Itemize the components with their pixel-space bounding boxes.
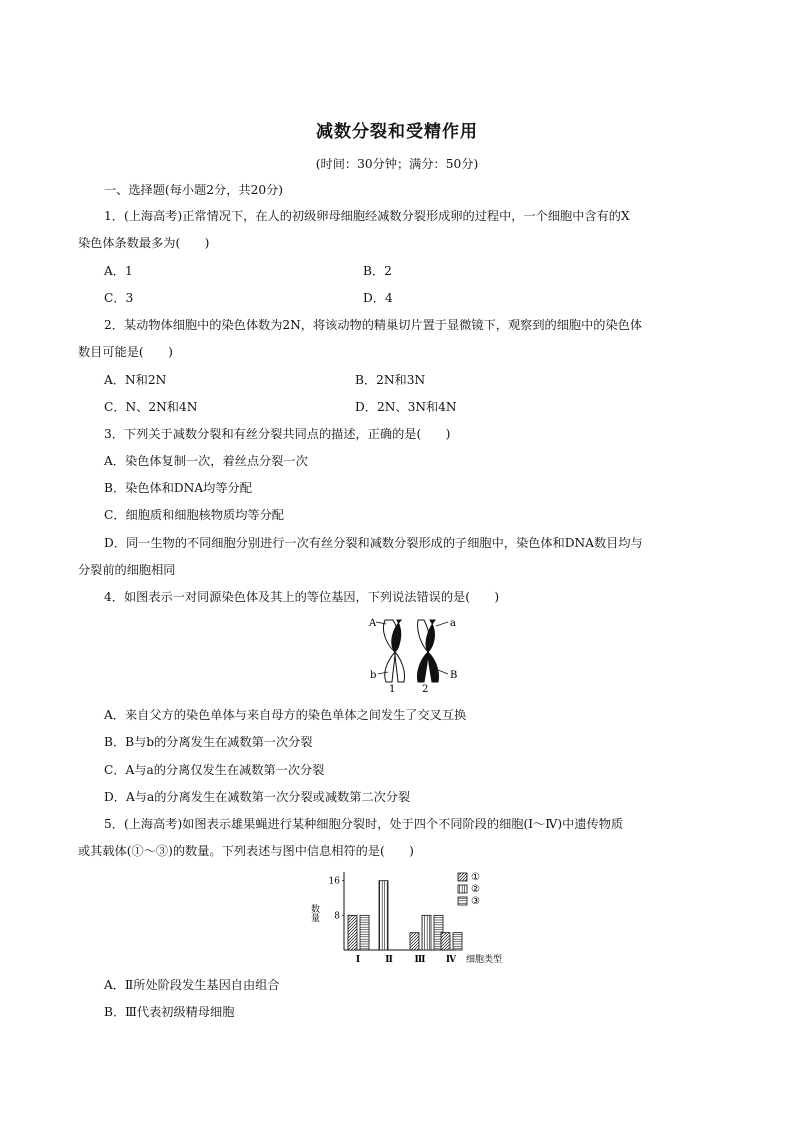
q2-option-c: C．N、2N和4N — [104, 400, 198, 414]
gene-label-A: A — [369, 618, 377, 629]
bar — [348, 915, 357, 950]
q2-option-d: D．2N、3N和4N — [355, 400, 457, 414]
q1-stem-line2: 染色体条数最多为( ) — [78, 236, 210, 250]
q4-option-a: A．来自父方的染色单体与来自母方的染色单体之间发生了交叉互换 — [104, 708, 467, 722]
bar-chart — [306, 866, 526, 968]
chromosome-label-1: 1 — [389, 684, 396, 694]
bar — [441, 933, 450, 950]
q5-option-a: A．Ⅱ所处阶段发生基因自由组合 — [104, 978, 280, 992]
legend-swatch — [458, 873, 467, 881]
q2-stem-line1: 2．某动物体细胞中的染色体数为2N，将该动物的精巢切片置于显微镜下，观察到的细胞中的染色体 — [104, 318, 643, 332]
q3-option-d-line1: D．同一生物的不同细胞分别进行一次有丝分裂和减数分裂形成的子细胞中，染色体和DNA数目均与 — [104, 536, 643, 550]
bar — [360, 915, 369, 950]
q5-stem-line1: 5．(上海高考)如图表示雄果蝇进行某种细胞分裂时，处于四个不同阶段的细胞(Ⅰ～Ⅳ)中遗传物质 — [104, 817, 624, 831]
q4-stem: 4．如图表示一对同源染色体及其上的等位基因，下列说法错误的是( ) — [104, 590, 500, 604]
gene-label-b: b — [370, 670, 377, 681]
exam-info: (时间：30分钟；满分：50分) — [315, 157, 479, 171]
chromosome-1 — [383, 620, 404, 682]
bar — [422, 915, 431, 950]
q1-stem-line1: 1．(上海高考)正常情况下，在人的初级卵母细胞经减数分裂形成卵的过程中，一个细胞中含有的X — [104, 209, 630, 223]
q3-option-a: A．染色体复制一次，着丝点分裂一次 — [104, 454, 308, 468]
section-heading: 一、选择题(每小题2分，共20分) — [104, 183, 284, 197]
y-axis-label: 数量 — [309, 904, 319, 922]
q3-option-b: B．染色体和DNA均等分配 — [104, 481, 252, 495]
y-tick-label: 16 — [328, 876, 340, 887]
q4-option-c: C．A与a的分离仅发生在减数第一次分裂 — [104, 763, 325, 777]
bar — [410, 933, 419, 950]
y-tick-label: 8 — [334, 911, 340, 922]
x-axis-label: 细胞类型 — [466, 955, 503, 965]
gene-label-B: B — [450, 670, 458, 681]
legend-label: ② — [471, 884, 480, 895]
legend-swatch — [458, 897, 467, 905]
q1-option-d: D．4 — [363, 291, 393, 305]
chromosome-label-2: 2 — [422, 684, 429, 694]
q3-option-d-line2: 分裂前的细胞相同 — [78, 563, 176, 577]
bar — [453, 933, 462, 950]
q2-stem-line2: 数目可能是( ) — [78, 345, 173, 359]
x-tick-label: Ⅳ — [445, 955, 457, 965]
legend-label: ① — [471, 872, 480, 883]
q1-option-c: C．3 — [104, 291, 134, 305]
legend-label: ③ — [471, 896, 480, 907]
q2-option-a: A．N和2N — [104, 373, 167, 387]
legend-swatch — [458, 885, 467, 893]
x-tick-label: Ⅰ — [355, 955, 361, 965]
chromosome-2 — [417, 620, 438, 682]
q5-option-b: B．Ⅲ代表初级精母细胞 — [104, 1005, 235, 1019]
q3-option-c: C．细胞质和细胞核物质均等分配 — [104, 508, 284, 522]
q2-option-b: B．2N和3N — [355, 373, 426, 387]
q1-option-a: A．1 — [104, 264, 133, 278]
x-tick-label: Ⅲ — [414, 955, 426, 965]
bar — [379, 881, 388, 950]
homologous-chromosome-figure — [360, 612, 470, 694]
q4-option-b: B．B与b的分离发生在减数第一次分裂 — [104, 735, 313, 749]
q5-stem-line2: 或其载体(①～③)的数量。下列表述与图中信息相符的是( ) — [78, 844, 414, 858]
q3-stem: 3．下列关于减数分裂和有丝分裂共同点的描述，正确的是( ) — [104, 427, 451, 441]
gene-label-a: a — [450, 618, 456, 629]
q1-option-b: B．2 — [363, 264, 392, 278]
q4-option-d: D．A与a的分离发生在减数第一次分裂或减数第二次分裂 — [104, 790, 411, 804]
x-tick-label: Ⅱ — [385, 955, 393, 965]
page-title: 减数分裂和受精作用 — [316, 122, 478, 142]
